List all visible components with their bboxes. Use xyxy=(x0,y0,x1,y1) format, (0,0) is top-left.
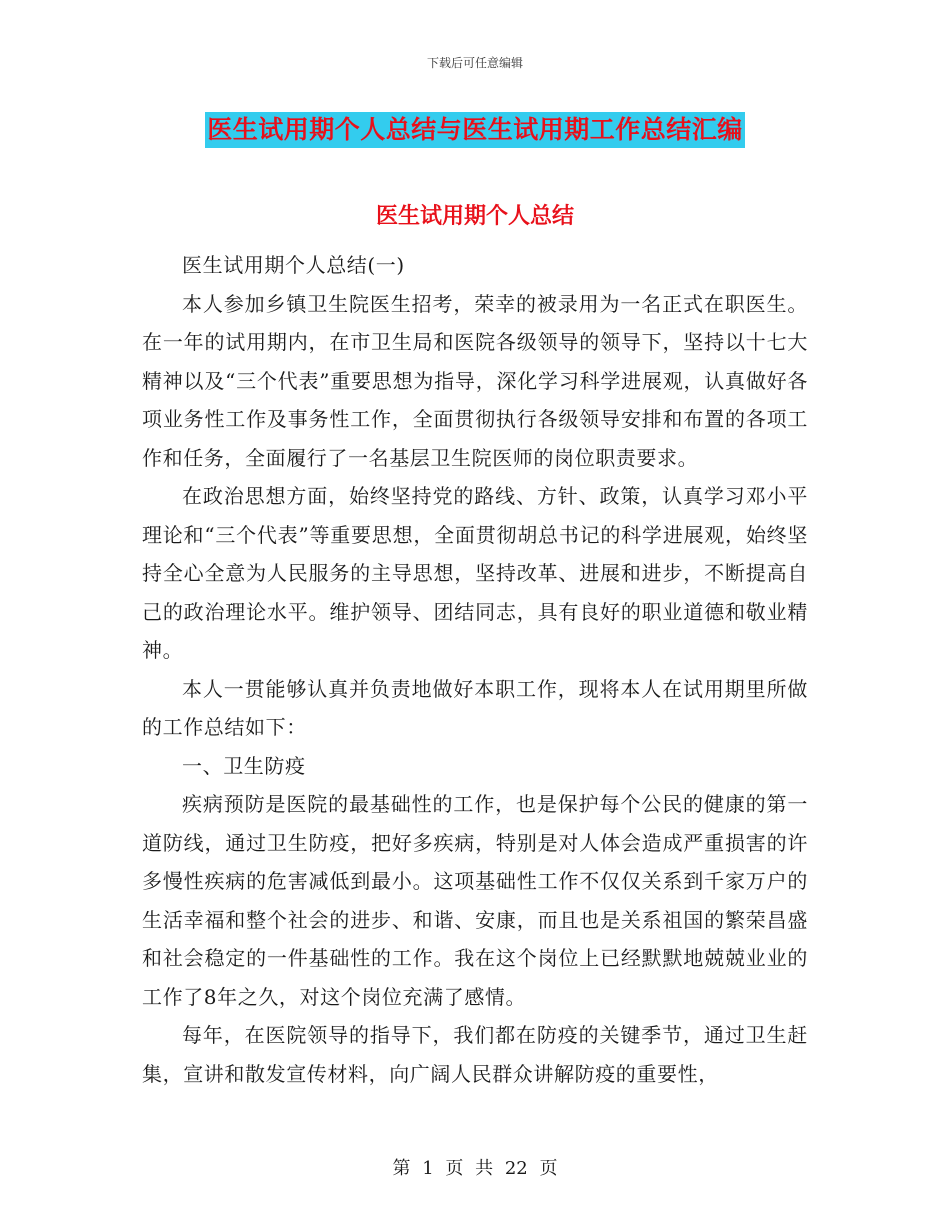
document-title-container xyxy=(0,112,950,148)
paragraph: 每年，在医院领导的指导下，我们都在防疫的关键季节，通过卫生赶集，宣讲和散发宣传材料，向广阔人民群众讲解防疫的重要性， xyxy=(142,1023,808,1086)
paragraph: 本人参加乡镇卫生院医生招考，荣幸的被录用为一名正式在职医生。在一年的试用期内，在市卫生局和医院各级领导的领导下，坚持以十七大精神以及“三个代表”重要思想为指导，深化学习科学进展观，认真做好各项业务性工作及事务性工作，全面贯彻执行各级领导安排和布置的各项工作和任务，全面履行了一名基层卫生院医师的岗位职责要求。 xyxy=(142,291,808,470)
header-note: 下载后可任意编辑 xyxy=(426,56,523,70)
paragraph-subtitle: 医生试用期个人总结(一) xyxy=(182,253,405,277)
paragraph-heading: 一、卫生防疫 xyxy=(182,753,306,778)
document-title: 医生试用期个人总结与医生试用期工作总结汇编 xyxy=(205,112,745,148)
section-title: 医生试用期个人总结 xyxy=(375,204,574,229)
paragraph: 疾病预防是医院的最基础性的工作，也是保护每个公民的健康的第一道防线，通过卫生防疫，把好多疾病，特别是对人体会造成严重损害的许多慢性疾病的危害减低到最小。这项基础性工作不仅仅关系到千家万户的生活幸福和整个社会的进步、和谐、安康，而且也是关系祖国的繁荣昌盛和社会稳定的一件基础性的工作。我在这个岗位上已经默默地兢兢业业的工作了8年之久，对这个岗位充满了感情。 xyxy=(142,792,808,1009)
paragraph: 本人一贯能够认真并负责地做好本职工作，现将本人在试用期里所做的工作总结如下： xyxy=(142,676,808,739)
paragraph: 在政治思想方面，始终坚持党的路线、方针、政策，认真学习邓小平理论和“三个代表”等重要思想，全面贯彻胡总书记的科学进展观，始终坚持全心全意为人民服务的主导思想，坚持改革、进展和进步，不断提高自己的政治理论水平。维护领导、团结同志，具有良好的职业道德和敬业精神。 xyxy=(142,484,808,662)
document-body xyxy=(142,246,808,1093)
page-footer: 第 1 页 共 22 页 xyxy=(392,1158,558,1179)
